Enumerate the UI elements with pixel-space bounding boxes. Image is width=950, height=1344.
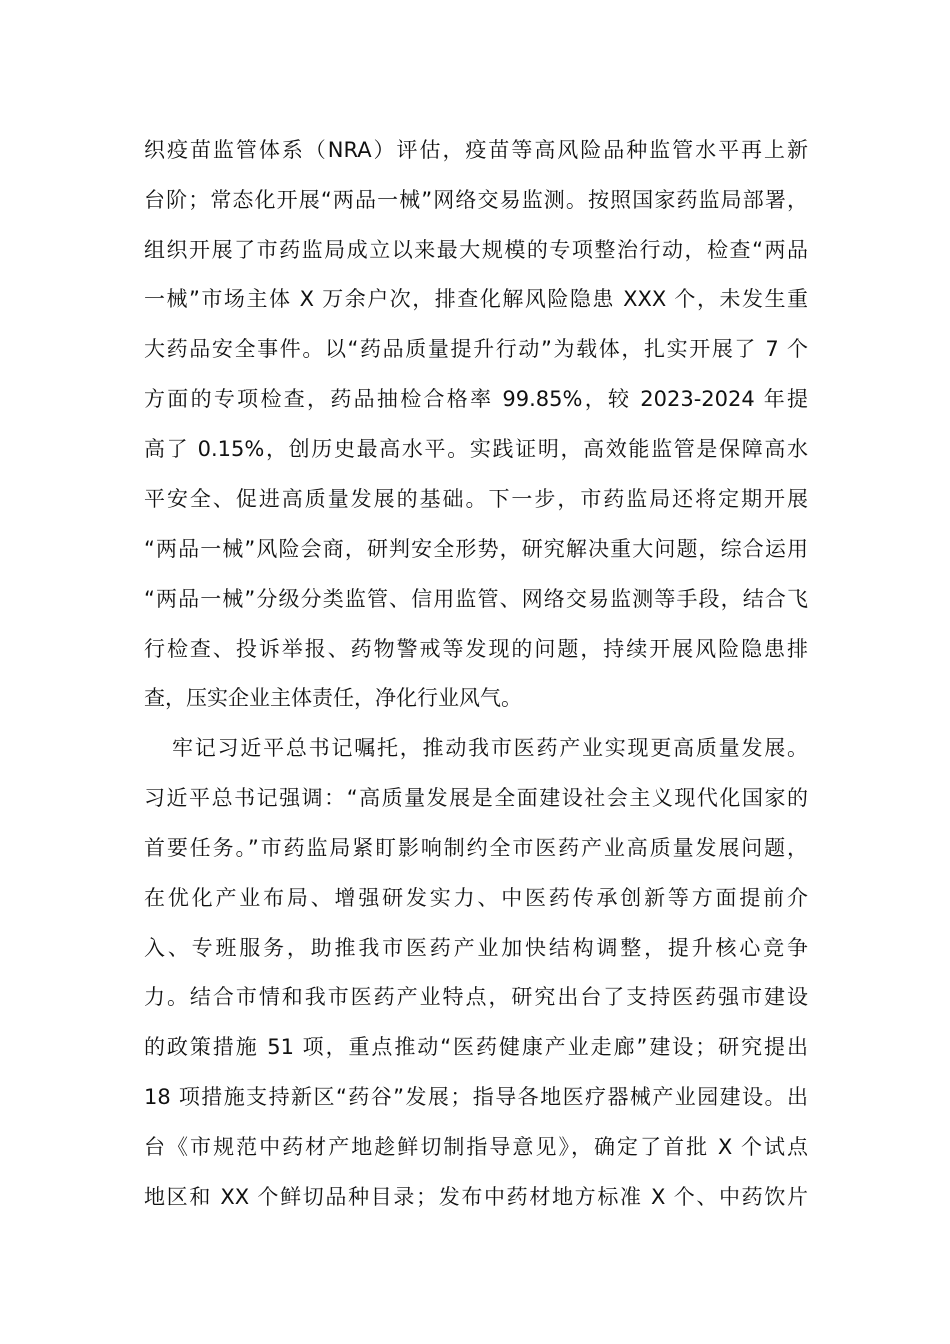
text-line: 一械”市场主体 X 万余户次，排查化解风险隐患 XXX 个，未发生重 bbox=[144, 287, 808, 311]
text-line: 力。结合市情和我市医药产业特点，研究出台了支持医药强市建设 bbox=[144, 985, 808, 1009]
text-line: 高了 0.15%，创历史最高水平。实践证明，高效能监管是保障高水 bbox=[144, 437, 808, 461]
text-line: 18 项措施支持新区“药谷”发展；指导各地医疗器械产业园建设。出 bbox=[144, 1085, 808, 1109]
text-line: 首要任务。”市药监局紧盯影响制约全市医药产业高质量发展问题， bbox=[144, 836, 808, 860]
text-line: 方面的专项检查，药品抽检合格率 99.85%，较 2023-2024 年提 bbox=[144, 387, 808, 411]
text-line: “两品一械”风险会商，研判安全形势，研究解决重大问题，综合运用 bbox=[144, 537, 808, 561]
text-line: 入、专班服务，助推我市医药产业加快结构调整，提升核心竞争 bbox=[144, 936, 808, 960]
text-line: 行检查、投诉举报、药物警戒等发现的问题，持续开展风险隐患排 bbox=[144, 637, 808, 661]
text-line: 台《市规范中药材产地趁鲜切制指导意见》，确定了首批 X 个试点 bbox=[144, 1135, 808, 1159]
text-line: 平安全、促进高质量发展的基础。下一步，市药监局还将定期开展 bbox=[144, 487, 808, 511]
text-line: 查，压实企业主体责任，净化行业风气。 bbox=[144, 686, 522, 710]
text-line: 习近平总书记强调：“高质量发展是全面建设社会主义现代化国家的 bbox=[144, 786, 808, 810]
text-line: 牢记习近平总书记嘱托，推动我市医药产业实现更高质量发展。 bbox=[172, 736, 808, 760]
text-line: 织疫苗监管体系（NRA）评估，疫苗等高风险品种监管水平再上新 bbox=[144, 138, 808, 162]
text-line: 组织开展了市药监局成立以来最大规模的专项整治行动，检查“两品 bbox=[144, 238, 808, 262]
text-line: 大药品安全事件。以“药品质量提升行动”为载体，扎实开展了 7 个 bbox=[144, 337, 808, 361]
text-line: 台阶；常态化开展“两品一械”网络交易监测。按照国家药监局部署， bbox=[144, 188, 808, 212]
text-line: “两品一械”分级分类监管、信用监管、网络交易监测等手段，结合飞 bbox=[144, 587, 808, 611]
text-line: 地区和 XX 个鲜切品种目录；发布中药材地方标准 X 个、中药饮片 bbox=[144, 1185, 808, 1209]
text-line: 的政策措施 51 项，重点推动“医药健康产业走廊”建设；研究提出 bbox=[144, 1035, 808, 1059]
text-line: 在优化产业布局、增强研发实力、中医药传承创新等方面提前介 bbox=[144, 886, 808, 910]
